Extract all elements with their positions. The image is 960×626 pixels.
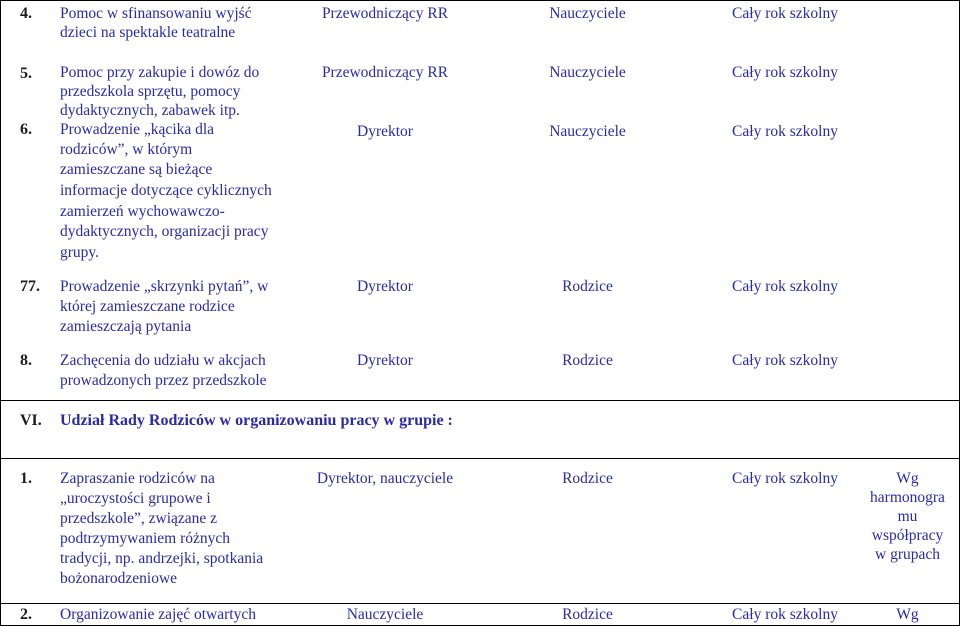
task-text: Organizowanie zajęć otwartych [60, 606, 256, 623]
time-cell: Cały rok szkolny [732, 278, 838, 295]
time-cell: Cały rok szkolny [732, 606, 838, 623]
divider-before-last-row [0, 603, 960, 604]
task-text: Prowadzenie „skrzynki pytań”, w [60, 278, 269, 295]
responsible-cell: Nauczyciele [346, 606, 424, 623]
time-cell: Cały rok szkolny [732, 470, 838, 487]
notes-cell: harmonogra [870, 489, 945, 506]
participants-cell: Nauczyciele [549, 64, 626, 81]
participants-cell: Rodzice [562, 352, 613, 369]
divider-before-section [0, 400, 960, 401]
time-cell: Cały rok szkolny [732, 5, 838, 22]
task-text: Zapraszanie rodziców na [60, 470, 215, 487]
participants-cell: Nauczyciele [549, 5, 626, 22]
responsible-cell: Przewodniczący RR [321, 5, 449, 22]
task-text: tradycji, np. andrzejki, spotkania [60, 550, 264, 567]
task-text: „uroczystości grupowe i [60, 490, 211, 507]
row-number: 1. [20, 470, 32, 487]
row-number: 8. [20, 352, 32, 369]
responsible-cell: Dyrektor [357, 123, 413, 140]
task-text: Pomoc w sfinansowaniu wyjść [60, 5, 252, 22]
notes-cell: Wg [896, 606, 919, 623]
notes-cell: współpracy [871, 527, 944, 544]
task-text: Pomoc przy zakupie i dowóz do [60, 64, 260, 81]
row-number: 4. [20, 5, 32, 22]
participants-cell: Rodzice [562, 470, 613, 487]
row-number: 5. [20, 65, 32, 82]
row-number: 2. [20, 606, 32, 623]
participants-cell: Nauczyciele [549, 123, 626, 140]
task-text: bożonarodzeniowe [60, 570, 178, 587]
responsible-cell: Dyrektor [357, 278, 413, 295]
notes-cell: w grupach [875, 546, 940, 563]
notes-cell: mu [897, 508, 918, 525]
section-number: VI. [20, 412, 42, 429]
task-text: Prowadzenie „kącika dla [60, 121, 215, 138]
task-text: zamieszczane są bieżące [60, 161, 213, 178]
responsible-cell: Dyrektor, nauczyciele [316, 470, 454, 487]
participants-cell: Rodzice [562, 606, 613, 623]
task-text: przedszkola sprzętu, pomocy [60, 83, 241, 100]
task-text: dzieci na spektakle teatralne [60, 24, 236, 41]
task-text: grupy. [60, 244, 100, 261]
task-text: przedszkole”, związane z [60, 510, 218, 527]
table-border-top [0, 0, 960, 1]
task-text: dydaktycznych, zabawek itp. [60, 102, 240, 119]
responsible-cell: Przewodniczący RR [321, 64, 449, 81]
section-title: Udział Rady Rodziców w organizowaniu pracy w grupie : [60, 412, 453, 429]
task-text: Zachęcenia do udziału w akcjach [60, 352, 266, 369]
time-cell: Cały rok szkolny [732, 352, 838, 369]
task-text: której zamieszczane rodzice [60, 298, 235, 315]
time-cell: Cały rok szkolny [732, 64, 838, 81]
participants-cell: Rodzice [562, 278, 613, 295]
task-text: rodziców”, w którym [60, 141, 193, 158]
task-text: dydaktycznych, organizacji pracy [60, 223, 269, 240]
responsible-cell: Dyrektor [357, 352, 413, 369]
table-border-left [0, 0, 1, 626]
task-text: zamierzeń wychowawczo- [60, 203, 225, 220]
row-number: 77. [20, 278, 40, 295]
task-text: informacje dotyczące cyklicznych [60, 182, 272, 199]
time-cell: Cały rok szkolny [732, 123, 838, 140]
task-text: podtrzymywaniem różnych [60, 530, 231, 547]
notes-cell: Wg [896, 470, 919, 487]
row-number: 6. [20, 121, 32, 138]
task-text: prowadzonych przez przedszkole [60, 372, 267, 389]
divider-after-section [0, 458, 960, 459]
task-text: zamieszczają pytania [60, 318, 192, 335]
